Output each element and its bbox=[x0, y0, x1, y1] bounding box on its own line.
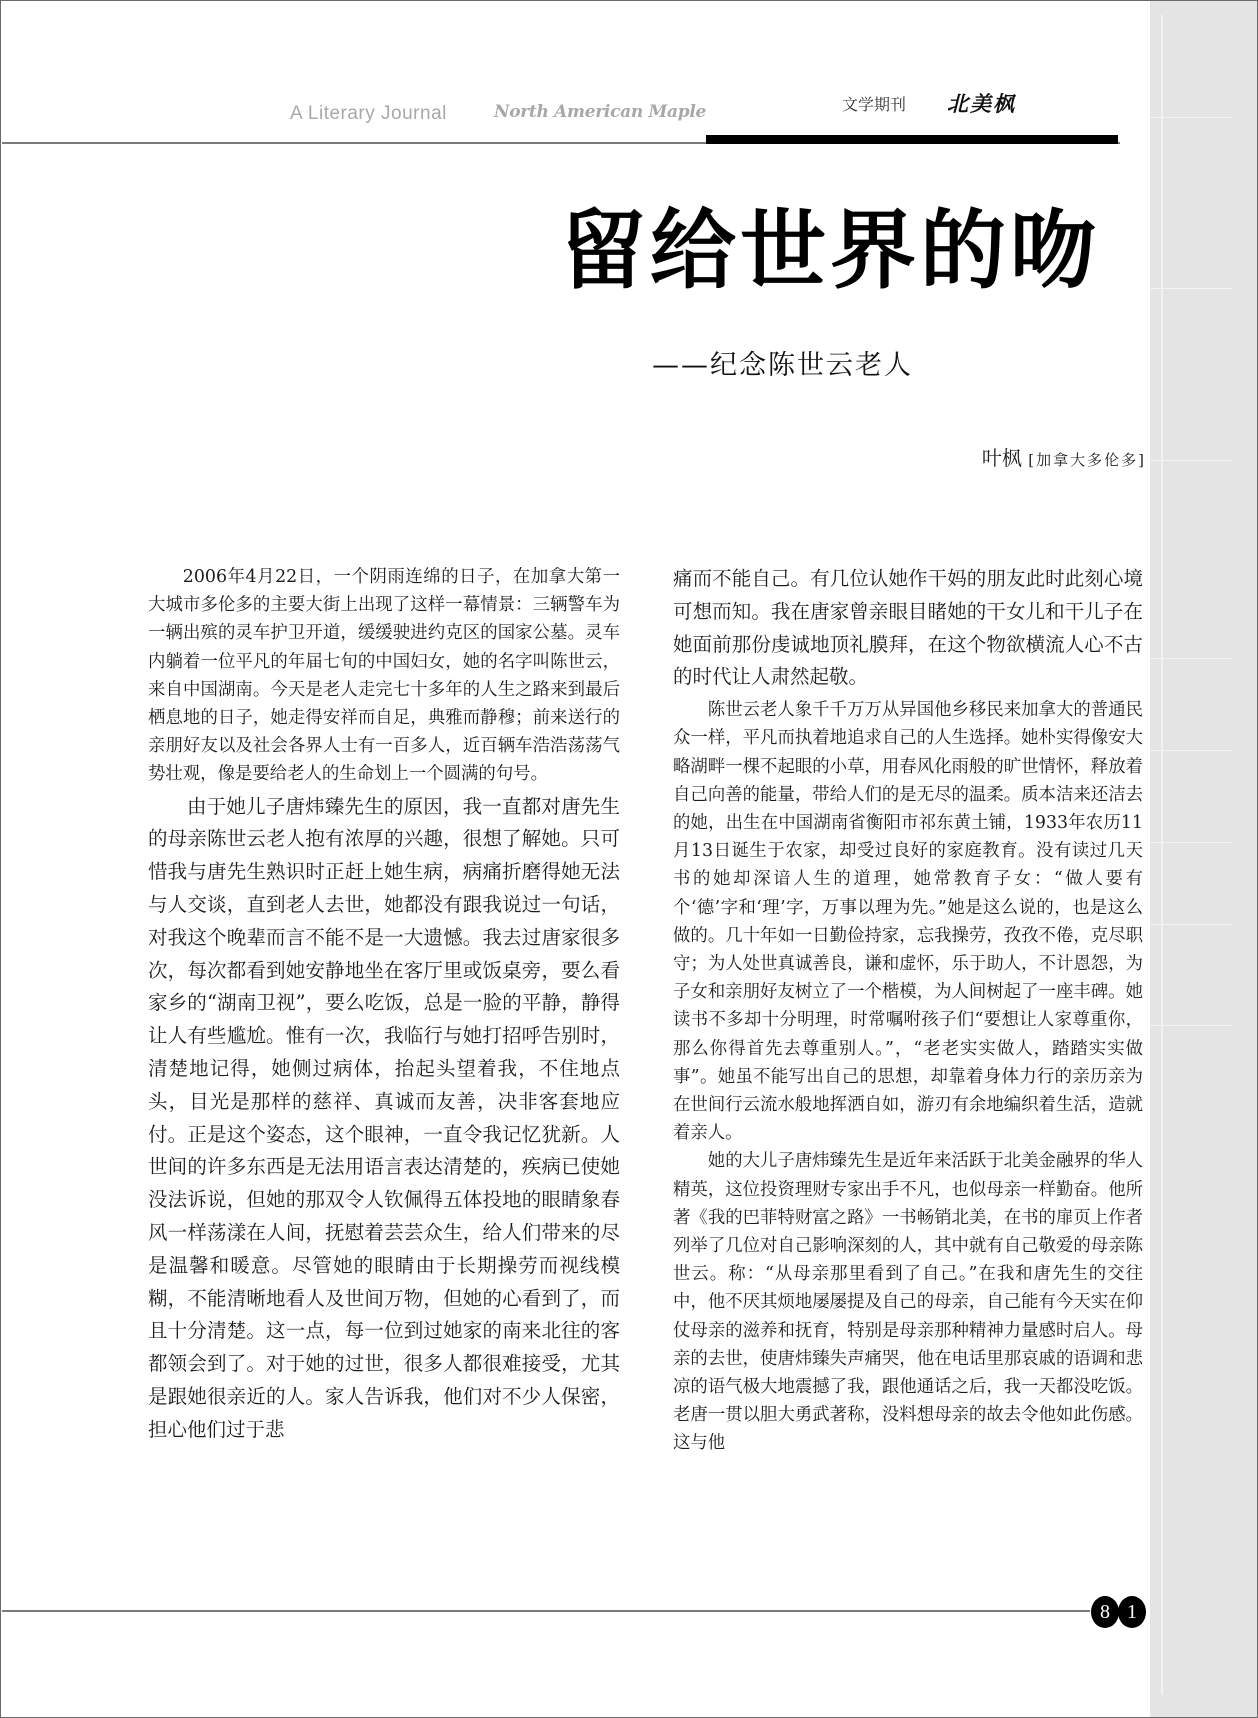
margin-guide-line bbox=[1150, 288, 1232, 289]
page-number-digit: 8 bbox=[1091, 1596, 1119, 1628]
journal-english-name: A Literary Journal bbox=[290, 103, 447, 124]
journal-chinese-label: 文学期刊 bbox=[842, 95, 907, 114]
author-name: 叶枫 bbox=[981, 446, 1022, 470]
margin-guide-line bbox=[1150, 1025, 1232, 1026]
journal-chinese-brand: 北美枫 bbox=[947, 91, 1016, 116]
margin-guide-line bbox=[1150, 842, 1232, 843]
paragraph: 她的大儿子唐炜臻先生是近年来活跃于北美金融界的华人精英，这位投资理财专家出手不凡，也似母亲一样勤奋。他所著《我的巴菲特财富之路》一书畅销北美，在书的扉页上作者列举了几位对自己影响深刻的人，其中就有自己敬爱的母亲陈世云。称：“从母亲那里看到了自己。”在我和唐先生的交往中，他不厌其烦地屡屡提及自己的母亲，自己能有今天实在仰仗母亲的滋养和抚育，特别是母亲那种精神力量感时启人。母亲的去世，使唐炜臻失声痛哭，他在电话里那哀戚的语调和悲凉的语气极大地震撼了我，跟他通话之后，我一天都没吃饭。老唐一贯以胆大勇武著称，没料想母亲的故去令他如此伤感。这与他 bbox=[673, 1151, 1143, 1454]
right-column bbox=[673, 563, 1143, 1458]
journal-english-script-name: North American Maple bbox=[494, 102, 707, 122]
page-margin-strip bbox=[1150, 1, 1257, 1717]
paragraph: 痛而不能自己。有几位认她作干妈的朋友此时此刻心境可想而知。我在唐家曾亲眼目睹她的干女儿和干儿子在她面前那份虔诚地顶礼膜拜，在这个物欲横流人心不古的时代让人肃然起敬。 bbox=[673, 567, 1143, 689]
paragraph: 2006年4月22日，一个阴雨连绵的日子，在加拿大第一大城市多伦多的主要大街上出现了这样一幕情景：三辆警车为一辆出殡的灵车护卫开道，缓缓驶进约克区的国家公墓。灵车内躺着一位平凡的年届七旬的中国妇女，她的名字叫陈世云，来自中国湖南。今天是老人走完七十多年的人生之路来到最后栖息地的日子，她走得安祥而自足，典雅而静穆；前来送行的亲朋好友以及社会各界人士有一百多人，近百辆车浩浩荡荡气势壮观，像是要给老人的生命划上一个圆满的句号。 bbox=[148, 567, 620, 785]
margin-guide-line bbox=[1150, 658, 1232, 659]
margin-guide-line bbox=[1150, 460, 1232, 461]
author-location: [加拿大多伦多] bbox=[1028, 451, 1146, 469]
article-title: 留给世界的吻 bbox=[560, 201, 1100, 301]
margin-guide-line bbox=[1150, 924, 1232, 925]
margin-guide-line bbox=[1161, 15, 1163, 1695]
author-byline bbox=[982, 442, 1146, 471]
paragraph: 陈世云老人象千千万万从异国他乡移民来加拿大的普通民众一样，平凡而执着地追求自己的人生选择。她朴实得像安大略湖畔一棵不起眼的小草，用春风化雨般的旷世情怀，释放着自己向善的能量，带给人们的是无尽的温柔。质本洁来还洁去的她，出生在中国湖南省衡阳市祁东黄土铺，1933年农历11月13日诞生于农家，却受过良好的家庭教育。没有读过几天书的她却深谙人生的道理，她常教育子女：“做人要有个‘德’字和‘理’字，万事以理为先。”她是这么说的，也是这么做的。几十年如一日勤俭持家，忘我操劳，孜孜不倦，克尽职守；为人处世真诚善良，谦和虚怀，乐于助人，不计恩怨，为子女和亲朋好友树立了一个楷模，为人间树起了一座丰碑。她读书不多却十分明理，时常嘱咐孩子们“要想让人家尊重你，那么你得首先去尊重别人。”，“老老实实做人，踏踏实实做事”。她虽不能写出自己的思想，却靠着身体力行的亲历亲为在世间行云流水般地挥洒自如，游刃有余地编织着生活，造就着亲人。 bbox=[673, 700, 1143, 1144]
margin-guide-line bbox=[1150, 750, 1232, 751]
left-column bbox=[148, 563, 620, 1447]
header-accent-bar bbox=[706, 135, 1118, 144]
article-subtitle: ——纪念陈世云老人 bbox=[652, 350, 913, 381]
page-number-digit: 1 bbox=[1118, 1596, 1146, 1628]
paragraph: 由于她儿子唐炜臻先生的原因，我一直都对唐先生的母亲陈世云老人抱有浓厚的兴趣，很想了解她。只可惜我与唐先生熟识时正赶上她生病，病痛折磨得她无法与人交谈，直到老人去世，她都没有跟我说过一句话，对我这个晚辈而言不能不是一大遗憾。我去过唐家很多次，每次都看到她安静地坐在客厅里或饭桌旁，要么看家乡的“湖南卫视”，要么吃饭，总是一脸的平静，静得让人有些尴尬。惟有一次，我临行与她打招呼告别时，清楚地记得，她侧过病体，抬起头望着我，不住地点头，目光是那样的慈祥、真诚而友善，决非客套地应付。正是这个姿态，这个眼神，一直令我记忆犹新。人世间的许多东西是无法用语言表达清楚的，疾病已使她没法诉说，但她的那双令人钦佩得五体投地的眼睛象春风一样荡漾在人间，抚慰着芸芸众生，给人们带来的尽是温馨和暖意。尽管她的眼睛由于长期操劳而视线模糊，不能清晰地看人及世间万物，但她的心看到了，而且十分清楚。这一点，每一位到过她家的南来北往的客都领会到了。对于她的过世，很多人都很难接受，尤其是跟她很亲近的人。家人告诉我，他们对不少人保密，担心他们过于悲 bbox=[148, 794, 620, 1441]
margin-guide-line bbox=[1150, 117, 1232, 118]
footer-rule bbox=[2, 1610, 1090, 1612]
